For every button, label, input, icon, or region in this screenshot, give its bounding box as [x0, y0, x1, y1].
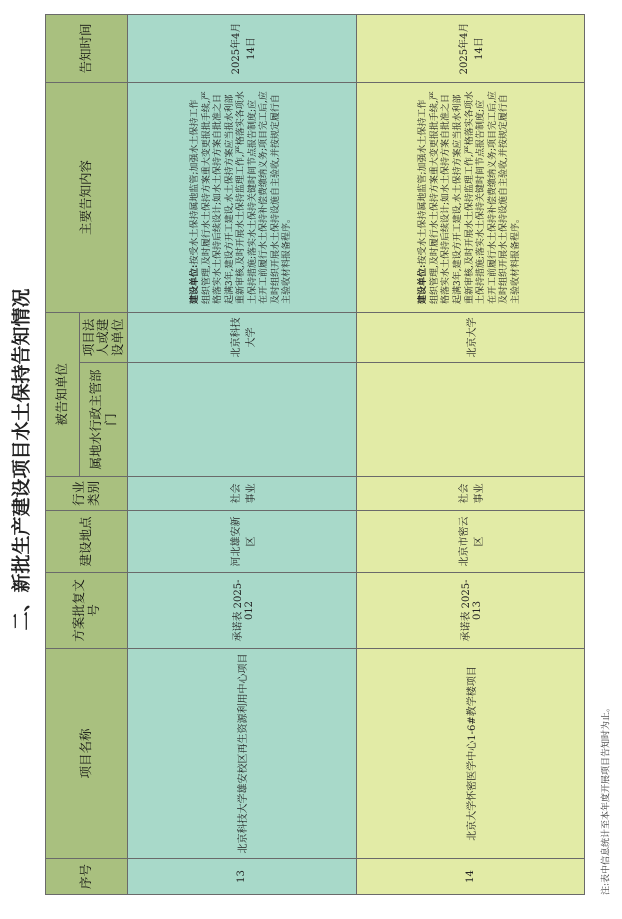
header-dept: 属地水行政主管部门	[80, 363, 128, 477]
content-label: 建设单位:	[190, 264, 201, 304]
cell-time: 2025年4月14日	[128, 14, 356, 82]
cell-seq: 14	[356, 859, 584, 895]
rotated-table-canvas	[45, 15, 585, 895]
cell-seq: 13	[128, 859, 356, 895]
header-seq: 序号	[46, 859, 128, 895]
content-text: 按受水土保持属地监管;加强水土保持工作组织管理,及时履行水土保持方案重大变更报批手续,严格落实水土保持后续设计;如水土保持方案自批准之日起满3年,建设方开工建设,水土保持方案应当报水利部重新审核,及时开展水土保持监理工作,严格落实各项水土保持措施;落实水土保持关键时间节点报告制度;应在开工前履行水土保持补偿费缴纳义务;项目完工后,应及时组织开展水土保持设施自主验收,并按规定履行自主验收材料报备程序。	[418, 91, 521, 304]
cell-approval: 承诺表 2025-012	[128, 573, 356, 649]
footnote-text: 注:表中信息统计至本年度开展项目告知时为止。	[601, 702, 612, 895]
header-legal: 项目法人或建设单位	[80, 312, 128, 362]
content-text: 按受水土保持属地监管;加强水土保持工作组织管理,及时履行水土保持方案重大变更报批手续,严格落实水土保持后续设计;如水土保持方案自批准之日起满3年,建设方开工建设,水土保持方案应当报水利部重新审核,及时开展水土保持监理工作,严格落实各项水土保持措施;落实水土保持关键时间节点报告制度;应在开工前履行水土保持补偿费缴纳义务;项目完工后,应及时组织开展水土保持设施自主验收,并按规定履行自主验收材料报备程序。	[190, 91, 293, 304]
header-approval: 方案批复文号	[46, 573, 128, 649]
content-label: 建设单位:	[418, 264, 429, 304]
cell-name: 北京科技大学雄安校区再生资源利用中心项目	[128, 649, 356, 859]
header-content: 主要告知内容	[46, 82, 128, 312]
cell-approval: 承诺表 2025-013	[356, 573, 584, 649]
page-title-text: 二、新批生产建设项目水土保持告知情况	[10, 288, 33, 631]
cell-dept	[356, 363, 584, 477]
cell-legal: 北京大学	[356, 312, 584, 362]
notification-table	[45, 14, 585, 895]
cell-location: 河北雄安新区	[128, 511, 356, 573]
cell-industry: 社会事业	[356, 477, 584, 511]
footnote	[590, 0, 620, 919]
table-row	[356, 14, 584, 894]
header-name: 项目名称	[46, 649, 128, 859]
header-row	[46, 14, 80, 894]
header-industry: 行业类别	[46, 477, 128, 511]
header-location: 建设地点	[46, 511, 128, 573]
cell-content	[128, 82, 356, 312]
cell-content	[356, 82, 584, 312]
cell-name: 北京大学怀密医学中心1-6#教学楼项目	[356, 649, 584, 859]
page-title	[0, 0, 40, 919]
header-notified: 被告知单位	[46, 312, 80, 476]
cell-industry: 社会事业	[128, 477, 356, 511]
cell-time: 2025年4月14日	[356, 14, 584, 82]
cell-legal: 北京科技大学	[128, 312, 356, 362]
cell-location: 北京市密云区	[356, 511, 584, 573]
header-time: 告知时间	[46, 14, 128, 82]
table-row	[128, 14, 356, 894]
cell-dept	[128, 363, 356, 477]
